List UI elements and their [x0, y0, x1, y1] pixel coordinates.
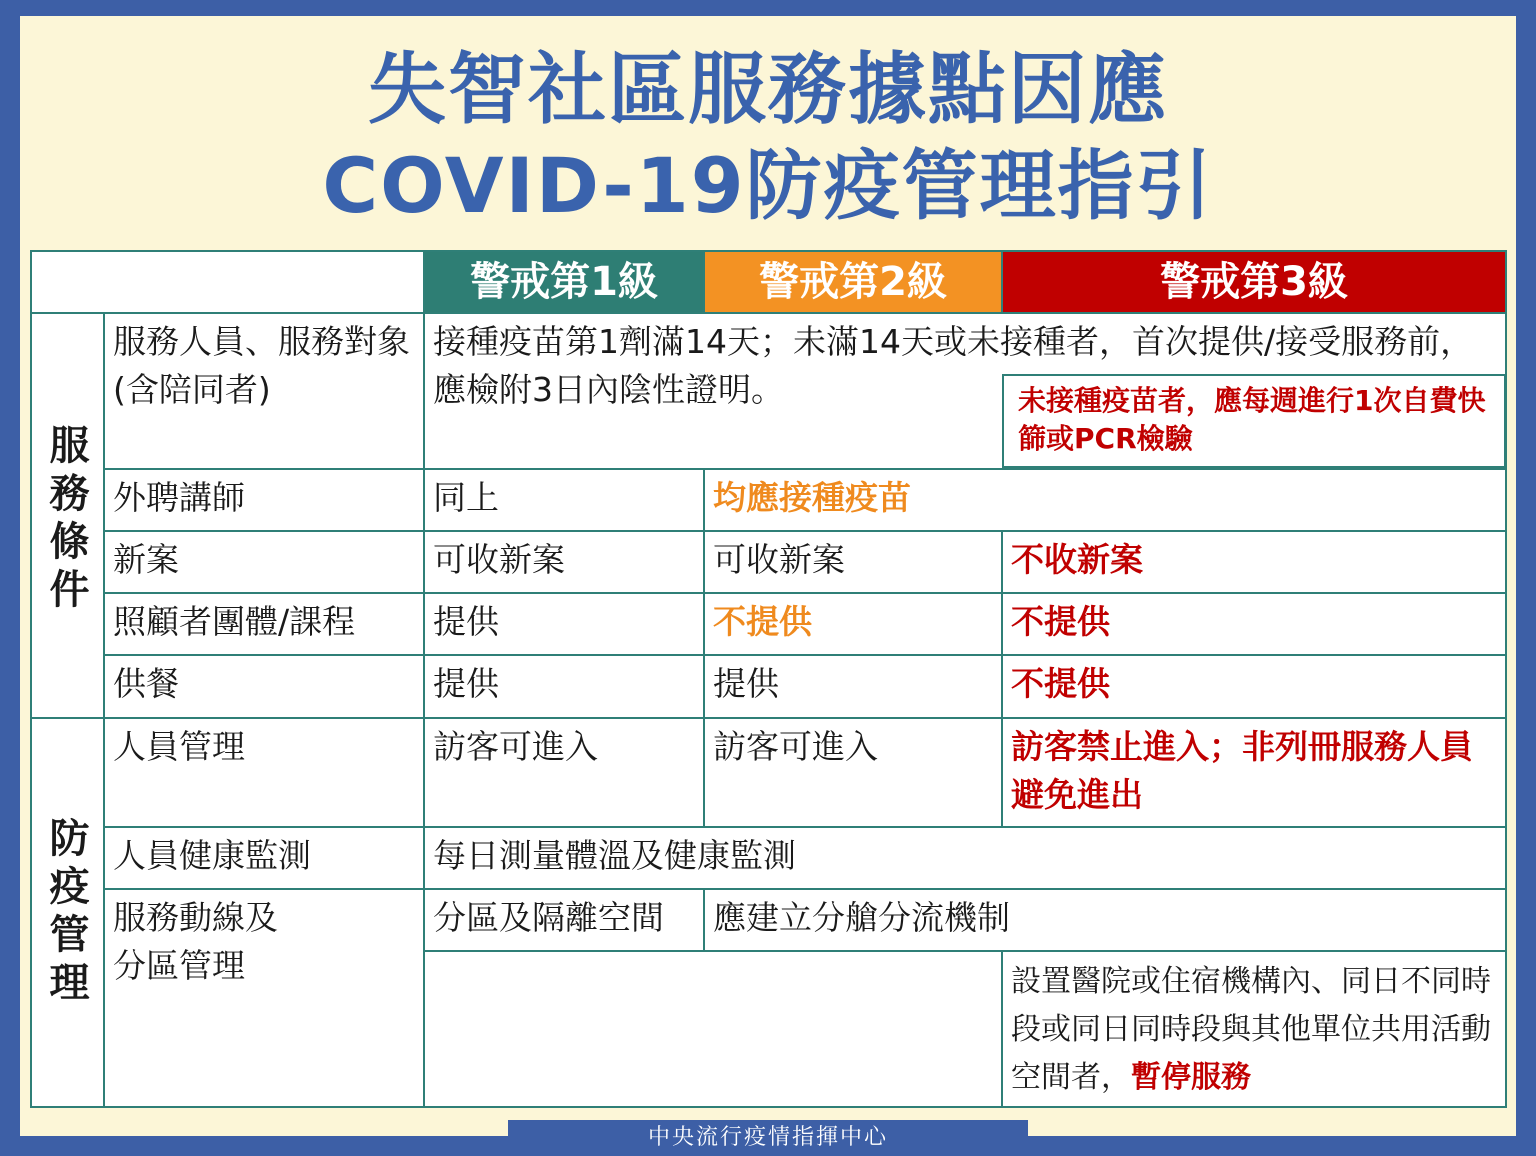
groups-level3: 不提供: [1001, 592, 1507, 656]
zoning-empty-cell: [423, 950, 1003, 1108]
zoning-level1: 分區及隔離空間: [423, 888, 705, 952]
row-label-groups: 照顧者團體/課程: [103, 592, 425, 656]
row-label-staff: 服務人員、服務對象(含陪同者): [103, 312, 425, 470]
section-epidemic-management-label: 防疫管理: [49, 816, 90, 1006]
zoning-level3: [1001, 950, 1507, 1108]
row-label-meals: 供餐: [103, 654, 425, 719]
page-title-line2: COVID-19防疫管理指引: [322, 141, 1214, 230]
section-epidemic-management: [30, 717, 105, 1108]
row-label-newcase: 新案: [103, 530, 425, 594]
section-service-conditions: [30, 312, 105, 719]
row-label-lecturer: 外聘講師: [103, 468, 425, 532]
zoning-level3-text: 設置醫院或住宿機構內、同日不同時段或同日同時段與其他單位共用活動空間者，: [1011, 964, 1491, 1095]
header-level3: 警戒第3級: [1001, 250, 1507, 314]
header-level2: 警戒第2級: [703, 250, 1003, 314]
header-empty-cell: [30, 250, 425, 314]
meals-level1: 提供: [423, 654, 705, 719]
health-all-levels: 每日測量體溫及健康監測: [423, 826, 1507, 890]
staff-level3-note: 未接種疫苗者，應每週進行1次自費快篩或PCR檢驗: [1002, 374, 1506, 468]
zoning-level3-suspend: 暫停服務: [1131, 1060, 1251, 1095]
footer-organization: 中央流行疫情指揮中心: [508, 1120, 1028, 1152]
lecturer-level1: 同上: [423, 468, 705, 532]
personnel-level2: 訪客可進入: [703, 717, 1003, 828]
meals-level2: 提供: [703, 654, 1003, 719]
groups-level1: 提供: [423, 592, 705, 656]
row-label-zoning: [103, 888, 425, 1108]
staff-all-levels: 接種疫苗第1劑滿14天；未滿14天或未接種者，首次提供/接受服務前，應檢附3日內陰性證明。: [423, 312, 1507, 470]
groups-level2: 不提供: [703, 592, 1003, 656]
row-label-personnel: 人員管理: [103, 717, 425, 828]
row-label-zoning-line1: 服務動線及: [113, 898, 278, 937]
newcase-level3: 不收新案: [1001, 530, 1507, 594]
newcase-level2: 可收新案: [703, 530, 1003, 594]
zoning-level23: 應建立分艙分流機制: [703, 888, 1507, 952]
personnel-level1: 訪客可進入: [423, 717, 705, 828]
page-title-line1: 失智社區服務據點因應: [367, 45, 1168, 135]
row-label-zoning-line2: 分區管理: [113, 946, 245, 985]
section-service-conditions-label: 服務條件: [49, 423, 90, 613]
row-label-health: 人員健康監測: [103, 826, 425, 890]
lecturer-level23: 均應接種疫苗: [703, 468, 1507, 532]
newcase-level1: 可收新案: [423, 530, 705, 594]
header-level1: 警戒第1級: [423, 250, 705, 314]
personnel-level3: 訪客禁止進入；非列冊服務人員避免進出: [1001, 717, 1507, 828]
meals-level3: 不提供: [1001, 654, 1507, 719]
